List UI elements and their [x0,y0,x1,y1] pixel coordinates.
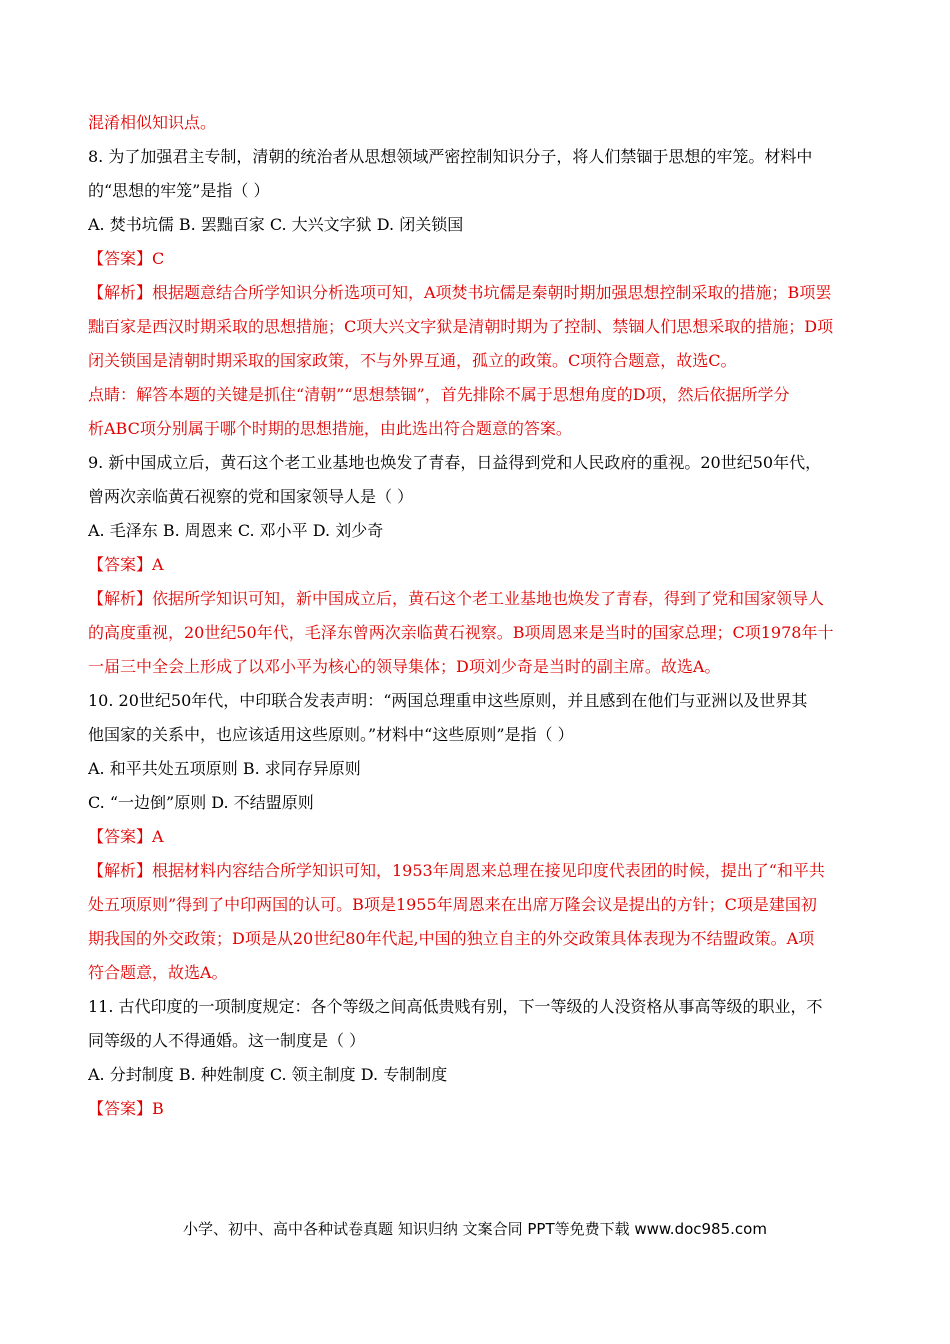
question-line: 的“思想的牢笼”是指（ ） [88,181,270,200]
analysis-line: 一届三中全会上形成了以邓小平为核心的领导集体；D项刘少奇是当时的副主席。故选A。 [88,657,721,676]
question-line: 9. 新中国成立后，黄石这个老工业基地也焕发了青春，日益得到党和人民政府的重视。20世纪50年代， [88,453,822,472]
options-line: A. 和平共处五项原则 B. 求同存异原则 [88,759,361,778]
answer-line: 【答案】C [88,249,165,268]
analysis-line: 黜百家是西汉时期采取的思想措施；C项大兴文字狱是清朝时期为了控制、禁锢人们思想采取的措施；D项 [88,317,834,336]
options-line: C. “一边倒”原则 D. 不结盟原则 [88,793,314,812]
analysis-line: 闭关锁国是清朝时期采取的国家政策，不与外界互通，孤立的政策。C项符合题意，故选C。 [88,351,737,370]
analysis-line: 【解析】依据所学知识可知，新中国成立后，黄石这个老工业基地也焕发了青春，得到了党和国家领导人 [88,589,825,608]
answer-line: 【答案】A [88,555,164,574]
question-line: 8. 为了加强君主专制，清朝的统治者从思想领域严密控制知识分子，将人们禁锢于思想的牢笼。材料中 [88,147,813,166]
question-line: 同等级的人不得通婚。这一制度是（ ） [88,1031,366,1050]
options-line: A. 毛泽东 B. 周恩来 C. 邓小平 D. 刘少奇 [88,521,384,540]
question-line: 曾两次亲临黄石视察的党和国家领导人是（ ） [88,487,414,506]
document-page [88,112,868,1132]
tip-line: 点睛：解答本题的关键是抓住“清朝”“思想禁锢”，首先排除不属于思想角度的D项，然后依据所学分 [88,385,790,404]
text-line: 混淆相似知识点。 [88,113,217,132]
tip-line: 析ABC项分别属于哪个时期的思想措施，由此选出符合题意的答案。 [88,419,572,438]
analysis-line: 处五项原则”得到了中印两国的认可。B项是1955年周恩来在出席万隆会议是提出的方针；C项是建国初 [88,895,817,914]
options-line: A. 焚书坑儒 B. 罢黜百家 C. 大兴文字狱 D. 闭关锁国 [88,215,464,234]
question-line: 10. 20世纪50年代，中印联合发表声明：“两国总理重申这些原则，并且感到在他们与亚洲以及世界其 [88,691,808,710]
answer-line: 【答案】A [88,827,164,846]
analysis-line: 【解析】根据材料内容结合所学知识可知，1953年周恩来总理在接见印度代表团的时候，提出了“和平共 [88,861,825,880]
answer-line: 【答案】B [88,1099,164,1118]
page-footer: 小学、初中、高中各种试卷真题 知识归纳 文案合同 PPT等免费下载 www.doc985.com [183,1220,767,1238]
analysis-line: 【解析】根据题意结合所学知识分析选项可知，A项焚书坑儒是秦朝时期加强思想控制采取的措施；B项罢 [88,283,832,302]
analysis-line: 期我国的外交政策；D项是从20世纪80年代起,中国的独立自主的外交政策具体表现为不结盟政策。A项 [88,929,815,948]
analysis-line: 符合题意，故选A。 [88,963,228,982]
question-line: 他国家的关系中，也应该适用这些原则。”材料中“这些原则”是指（ ） [88,725,574,744]
options-line: A. 分封制度 B. 种姓制度 C. 领主制度 D. 专制制度 [88,1065,448,1084]
analysis-line: 的高度重视，20世纪50年代，毛泽东曾两次亲临黄石视察。B项周恩来是当时的国家总理；C项1978年十 [88,623,834,642]
question-line: 11. 古代印度的一项制度规定：各个等级之间高低贵贱有别，下一等级的人没资格从事高等级的职业，不 [88,997,823,1016]
